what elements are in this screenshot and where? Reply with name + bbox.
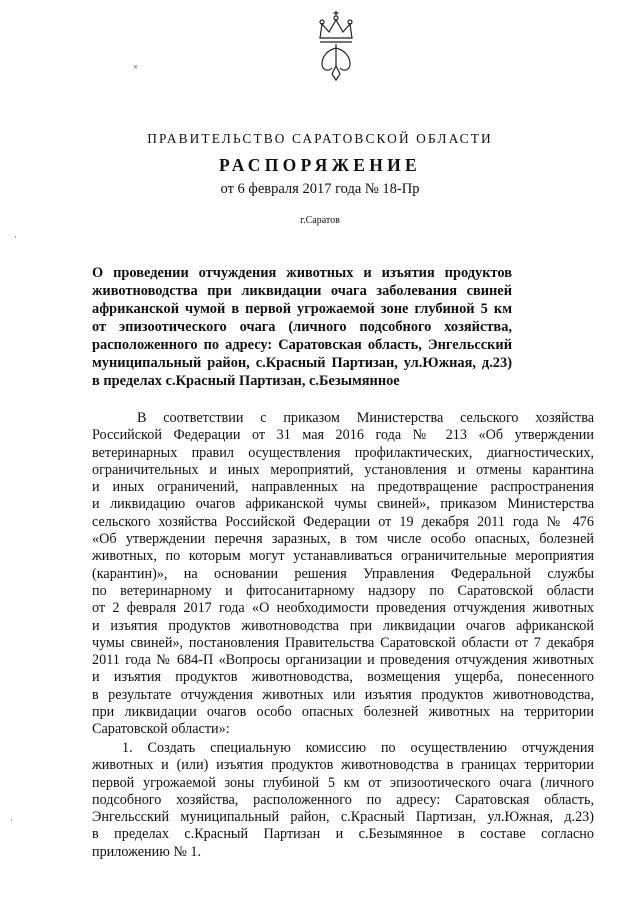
government-name: ПРАВИТЕЛЬСТВО САРАТОВСКОЙ ОБЛАСТИ xyxy=(147,131,493,146)
document-city: г.Саратов xyxy=(300,215,340,226)
body-line: в результате отчуждения животных или изъятия продуктов животноводства, xyxy=(92,686,594,703)
item-line: подсобного хозяйства, расположенного по адресу: Саратовская область, xyxy=(92,791,594,808)
subject-line: в пределах с.Красный Партизан, с.Безымянное xyxy=(92,373,400,389)
item-line: животных и (или) изъятия продуктов животноводства в границах территории xyxy=(92,757,594,774)
body-line: сельского хозяйства Российской Федерации от 19 декабря 2011 года № 476 xyxy=(92,513,594,530)
body-line: ветеринарных правил осуществления профилактических, диагностических, xyxy=(92,444,594,461)
body-line: ограничительных и иных мероприятий, установления и отмены карантина xyxy=(92,461,594,478)
document-subject xyxy=(92,264,512,390)
body-line: и изъятия продуктов животноводства при ликвидации очагов африканской xyxy=(92,617,594,634)
body-line: от 2 февраля 2017 года «О необходимости проведения отчуждения животных xyxy=(92,600,594,617)
subject-line: от эпизоотического очага (личного подсобного хозяйства, xyxy=(92,319,512,335)
item-line: приложению № 1. xyxy=(92,843,202,860)
subject-line: животноводства при ликвидации очага заболевания свиней xyxy=(92,283,512,299)
item-line: в пределах с.Красный Партизан и с.Безымянное в составе согласно xyxy=(92,826,594,843)
subject-line: африканской чумой в первой угрожаемой зоне глубиной 5 км xyxy=(92,301,512,317)
subject-line: расположенного по адресу: Саратовская область, Энгельсский xyxy=(92,337,512,353)
body-line: «Об утверждении перечня заразных, в том числе особо опасных, болезней xyxy=(92,531,594,548)
body-line: при ликвидации очагов особо опасных болезней животных на территории xyxy=(92,704,594,721)
scan-speck: · xyxy=(10,815,13,825)
body-line: Саратовской области»: xyxy=(92,721,230,738)
body-line: В соответствии с приказом Министерства сельского хозяйства xyxy=(137,410,594,426)
scan-speck: × xyxy=(133,62,139,72)
body-line: и изъятия продуктов животноводства, возмещения ущерба, понесенного xyxy=(92,669,594,686)
document-type-title: РАСПОРЯЖЕНИЕ xyxy=(218,155,421,175)
subject-line: муниципальный район, с.Красный Партизан, ул.Южная, д.23) xyxy=(92,355,512,371)
body-line: чумы свиней», постановления Правительства Саратовской области от 7 декабря xyxy=(92,634,594,651)
subject-line: О проведении отчуждения животных и изъятия продуктов xyxy=(92,265,512,281)
item-1-paragraph xyxy=(92,740,594,861)
document-date-number: от 6 февраля 2017 года № 18-Пр xyxy=(220,181,420,197)
body-line: и ликвидацию очагов африканской чумы свиней», приказом Министерства xyxy=(92,496,594,513)
body-line: (карантин)», на основании решения Управления Федеральной службы xyxy=(92,565,594,582)
preamble-paragraph xyxy=(92,410,594,739)
body-line: 2011 года № 684-П «Вопросы организации и проведения отчуждения животных xyxy=(92,652,594,669)
item-line: 1. Создать специальную комиссию по осуществлению отчуждения xyxy=(122,740,594,756)
crown-emblem-icon xyxy=(308,8,364,88)
item-line: Энгельсский муниципальный район, с.Красный Партизан, ул.Южная, д.23) xyxy=(92,809,594,826)
body-line: Российской Федерации от 31 мая 2016 года № 213 «Об утверждении xyxy=(92,427,594,444)
scan-speck: · xyxy=(14,232,17,242)
body-line: животных, по которым могут устанавливаться ограничительные мероприятия xyxy=(92,548,594,565)
item-line: первой угрожаемой зоны глубиной 5 км от эпизоотического очага (личного xyxy=(92,774,594,791)
body-line: по ветеринарному и фитосанитарному надзору по Саратовской области xyxy=(92,582,594,599)
body-line: и иных ограничений, направленных на предотвращение распространения xyxy=(92,479,594,496)
